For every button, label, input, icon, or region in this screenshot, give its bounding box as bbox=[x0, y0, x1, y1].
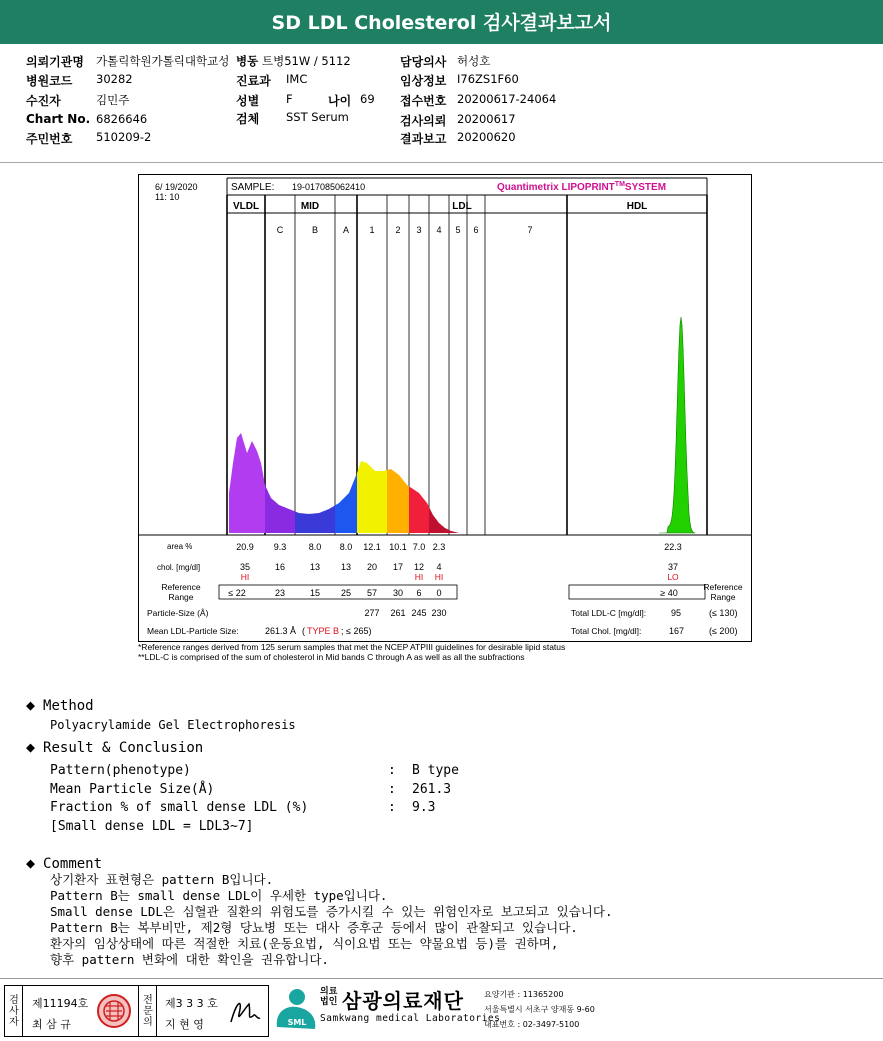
result-title: Result & Conclusion bbox=[43, 740, 204, 756]
reference-value: 15 bbox=[309, 588, 321, 598]
area-pct-value: 8.0 bbox=[339, 542, 353, 552]
area-pct-value: 2.3 bbox=[432, 542, 446, 552]
age-label: 나이 bbox=[328, 94, 352, 108]
receipt-label: 접수번호 bbox=[400, 94, 447, 108]
signature-box bbox=[4, 985, 269, 1037]
sex-value: F bbox=[286, 92, 293, 106]
ward-value: 트병51W / 5112 bbox=[262, 54, 351, 68]
row-label-mean: Mean LDL-Particle Size: bbox=[147, 626, 239, 636]
chart-time: 11: 10 bbox=[155, 192, 180, 202]
org-type: 의료 법인 bbox=[320, 987, 338, 1007]
result-heading bbox=[26, 738, 203, 756]
result-note: [Small dense LDL = LDL3~7] bbox=[50, 819, 254, 834]
request-label: 검사의뢰 bbox=[400, 114, 447, 128]
band-label-3: 3 bbox=[416, 225, 422, 235]
comment-title: Comment bbox=[43, 856, 103, 872]
area-pct-value: 9.3 bbox=[273, 542, 287, 552]
fraction-area-b bbox=[295, 505, 335, 533]
ward-label: 병동 bbox=[236, 54, 259, 68]
chol-value: 13 bbox=[340, 562, 352, 572]
diamond-icon: ◆ bbox=[26, 696, 36, 714]
chol-value: 17 bbox=[392, 562, 404, 572]
method-title: Method bbox=[43, 698, 94, 714]
row-label-chol: chol. [mg/dl] bbox=[157, 563, 201, 572]
chol-value: 16 bbox=[274, 562, 286, 572]
band-label-7: 7 bbox=[527, 225, 533, 235]
hospital-code-label: 병원코드 bbox=[26, 74, 73, 88]
band-label-b: B bbox=[311, 225, 319, 235]
band-label-5: 5 bbox=[455, 225, 461, 235]
report-title: SD LDL Cholesterol 검사결과보고서 bbox=[0, 0, 883, 44]
institution-label: 의뢰기관명 bbox=[26, 55, 84, 69]
chart-no-label: Chart No. bbox=[26, 112, 91, 126]
fraction-area-1 bbox=[357, 461, 387, 533]
reviewer-name: 지 현 영 bbox=[165, 1018, 204, 1031]
comment-heading bbox=[26, 854, 102, 872]
chart-no-value: 6826646 bbox=[96, 112, 148, 126]
fraction-area-c bbox=[265, 485, 295, 533]
result-label-size: Mean Particle Size(Å) bbox=[50, 782, 215, 797]
red-seal-icon bbox=[95, 992, 133, 1030]
group-label-mid: MID bbox=[300, 201, 320, 212]
method-heading bbox=[26, 696, 94, 714]
sex-label: 성별 bbox=[236, 94, 260, 108]
lipoprint-chart bbox=[138, 174, 752, 642]
lipoprint-svg bbox=[139, 175, 751, 641]
fraction-area-hdl bbox=[659, 317, 695, 533]
flag-value: HI bbox=[434, 572, 444, 582]
inspector-license: 제11194호 bbox=[32, 997, 89, 1010]
area-pct-value: 8.0 bbox=[308, 542, 322, 552]
org-code: 요양기관 : 11365200 bbox=[484, 990, 564, 999]
ref-right-label2: Range bbox=[710, 592, 736, 602]
result-colon: : bbox=[388, 800, 396, 815]
report-label: 결과보고 bbox=[400, 132, 447, 146]
footnote-1: *Reference ranges derived from 125 serum samples that met the NCEP ATPIII guidelines for desirable lipid status bbox=[138, 642, 566, 652]
band-label-a: A bbox=[342, 225, 350, 235]
clinical-label: 임상정보 bbox=[400, 74, 447, 88]
inspector-vertical-label: 검 사 자 bbox=[9, 995, 19, 1028]
reference-value: 23 bbox=[274, 588, 286, 598]
chol-value: 37 bbox=[667, 562, 679, 572]
age-value: 69 bbox=[360, 92, 375, 106]
reference-value: ≤ 22 bbox=[228, 588, 246, 598]
comment-line: Pattern B는 복부비만, 제2형 당뇨병 또는 대사 증후군 등에서 많이 관찰되고 있습니다. bbox=[50, 920, 578, 935]
fraction-area-vldl bbox=[229, 433, 265, 533]
sml-logo-icon bbox=[271, 987, 319, 1033]
comment-line: 환자의 임상상태에 따른 적절한 치료(운동요법, 식이요법 또는 약물요법 등)를 권하며, bbox=[50, 936, 559, 951]
report-value: 20200620 bbox=[457, 130, 516, 144]
reference-box-right bbox=[569, 585, 705, 599]
diamond-icon: ◆ bbox=[26, 738, 36, 756]
sample-id: 19-017085062410 bbox=[292, 182, 366, 192]
flag-value: HI bbox=[240, 572, 250, 582]
doctor-value: 허성호 bbox=[457, 54, 491, 68]
reference-value: 0 bbox=[436, 588, 442, 598]
result-value-size: 261.3 bbox=[412, 782, 452, 797]
group-label-hdl: HDL bbox=[626, 201, 648, 212]
brand-title: Quantimetrix LIPOPRINT™SYSTEM bbox=[497, 181, 667, 193]
receipt-value: 20200617-24064 bbox=[457, 92, 557, 106]
ref-right-label1: Reference bbox=[703, 582, 743, 592]
inspector-name: 최 삼 규 bbox=[32, 1018, 71, 1031]
particle-size-value: 245 bbox=[411, 608, 427, 618]
diamond-icon: ◆ bbox=[26, 854, 36, 872]
reference-value: 25 bbox=[340, 588, 352, 598]
total-chol-ref: (≤ 200) bbox=[709, 626, 738, 636]
band-label-6: 6 bbox=[473, 225, 479, 235]
particle-size-value: 277 bbox=[364, 608, 380, 618]
particle-size-value: 261 bbox=[390, 608, 406, 618]
chol-value: 20 bbox=[366, 562, 378, 572]
result-label-fraction: Fraction % of small dense LDL (%) bbox=[50, 800, 309, 815]
doctor-label: 담당의사 bbox=[400, 55, 447, 69]
patient-label: 수진자 bbox=[26, 94, 61, 108]
particle-size-value: 230 bbox=[431, 608, 447, 618]
hospital-code-value: 30282 bbox=[96, 72, 133, 86]
total-ldl-ref: (≤ 130) bbox=[709, 608, 738, 618]
org-phone: 대표번호 : 02-3497-5100 bbox=[484, 1020, 580, 1029]
comment-line: 상기환자 표현형은 pattern B입니다. bbox=[50, 872, 274, 887]
band-label-2: 2 bbox=[395, 225, 401, 235]
comment-line: Small dense LDL은 심혈관 질환의 위험도를 증가시킬 수 있는 위험인자로 보고되고 있습니다. bbox=[50, 904, 613, 919]
area-pct-value: 10.1 bbox=[389, 542, 407, 552]
group-label-vldl: VLDL bbox=[232, 201, 260, 212]
result-value-pattern: B type bbox=[412, 763, 459, 778]
mean-size-value: 261.3 Å bbox=[265, 626, 297, 636]
org-english-name: Samkwang medical Laboratories bbox=[320, 1013, 501, 1024]
institution-value: 가톨릭학원가톨릭대학교성 bbox=[96, 54, 230, 68]
result-colon: : bbox=[388, 763, 396, 778]
footnote-2: **LDL-C is comprised of the sum of cholesterol in Mid bands C through A as well as all the subfractions bbox=[138, 652, 525, 662]
specimen-label: 검체 bbox=[236, 112, 260, 126]
area-pct-value: 7.0 bbox=[412, 542, 426, 552]
type-ref: ; ≤ 265) bbox=[341, 626, 372, 636]
total-chol-value: 167 bbox=[669, 626, 685, 636]
org-name: 삼광의료재단 bbox=[342, 989, 464, 1013]
chol-value: 13 bbox=[309, 562, 321, 572]
svg-text:SML: SML bbox=[287, 1018, 307, 1027]
area-pct-value: 20.9 bbox=[236, 542, 254, 552]
total-chol-label: Total Chol. [mg/dl]: bbox=[571, 626, 642, 636]
comment-line: 향후 pattern 변화에 대한 확인을 권유합니다. bbox=[50, 952, 329, 967]
chart-date: 6/ 19/2020 bbox=[155, 182, 198, 192]
method-text: Polyacrylamide Gel Electrophoresis bbox=[50, 718, 296, 732]
band-label-1: 1 bbox=[369, 225, 375, 235]
comment-line: Pattern B는 small dense LDL이 우세한 type입니다. bbox=[50, 888, 388, 903]
type-open-paren: ( bbox=[302, 626, 305, 636]
reference-value: 30 bbox=[392, 588, 404, 598]
patient-value: 김민주 bbox=[96, 93, 130, 107]
chol-value: 35 bbox=[239, 562, 251, 572]
fraction-area-4 bbox=[429, 507, 459, 533]
id-label: 주민번호 bbox=[26, 132, 73, 146]
request-value: 20200617 bbox=[457, 112, 516, 126]
total-ldl-value: 95 bbox=[671, 608, 682, 618]
dept-value: IMC bbox=[286, 72, 308, 86]
band-label-c: C bbox=[276, 225, 284, 235]
reference-value: 57 bbox=[366, 588, 378, 598]
chol-value: 4 bbox=[436, 562, 442, 572]
reviewer-vertical-label: 전 문 의 bbox=[143, 995, 153, 1028]
row-label-ref1: Reference bbox=[161, 582, 201, 592]
fraction-area-a bbox=[335, 473, 357, 533]
area-pct-value: 12.1 bbox=[363, 542, 381, 552]
reference-value: ≥ 40 bbox=[660, 588, 678, 598]
specimen-value: SST Serum bbox=[286, 110, 349, 124]
flag-value: HI bbox=[414, 572, 424, 582]
fraction-area-2 bbox=[387, 469, 409, 533]
area-pct-value: 22.3 bbox=[664, 542, 682, 552]
sample-label: SAMPLE: bbox=[231, 182, 275, 193]
band-label-4: 4 bbox=[436, 225, 442, 235]
chol-value: 12 bbox=[413, 562, 425, 572]
fraction-area-3 bbox=[409, 486, 429, 533]
result-label-pattern: Pattern(phenotype) bbox=[50, 763, 191, 778]
id-value: 510209-2 bbox=[96, 130, 152, 144]
group-label-ldl: LDL bbox=[452, 201, 472, 212]
row-label-particle: Particle-Size (Å) bbox=[147, 608, 209, 618]
patient-info bbox=[0, 44, 883, 163]
signature-icon bbox=[227, 994, 263, 1028]
row-label-ref2: Range bbox=[168, 592, 194, 602]
row-label-area: area % bbox=[167, 542, 193, 551]
total-ldl-label: Total LDL-C [mg/dl]: bbox=[571, 608, 647, 618]
result-colon: : bbox=[388, 782, 396, 797]
type-label: TYPE B bbox=[307, 626, 340, 636]
result-value-fraction: 9.3 bbox=[412, 800, 436, 815]
reference-value: 6 bbox=[416, 588, 422, 598]
flag-value: LO bbox=[667, 572, 679, 582]
org-address: 서울특별시 서초구 양재동 9-60 bbox=[484, 1005, 595, 1014]
reviewer-license: 제3 3 3 호 bbox=[165, 997, 218, 1010]
clinical-value: I76ZS1F60 bbox=[457, 72, 519, 86]
report-footer bbox=[0, 978, 883, 1041]
dept-label: 진료과 bbox=[236, 74, 271, 88]
